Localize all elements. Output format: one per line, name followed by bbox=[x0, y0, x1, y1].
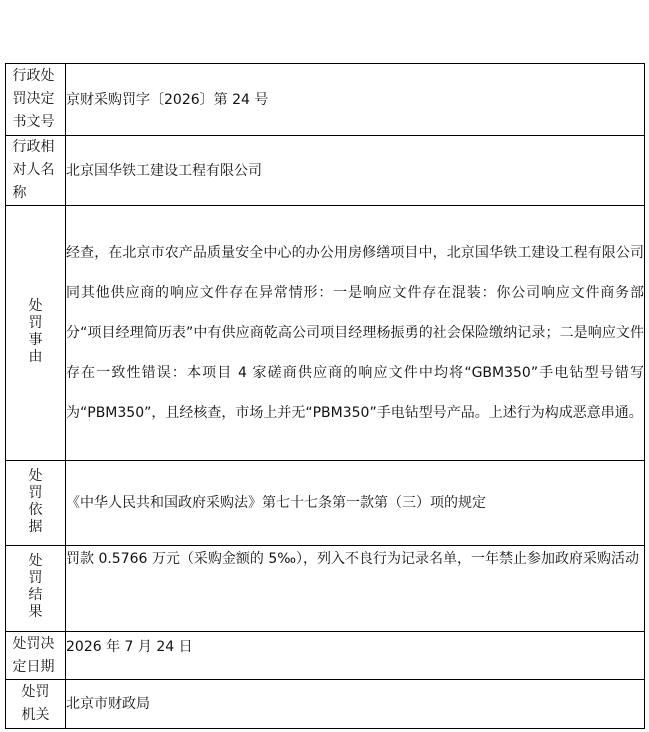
row-label bbox=[6, 546, 66, 632]
penalty-info-table bbox=[5, 63, 645, 729]
penalty-result-value: 罚款 0.5766 万元（采购金额的 5‰），列入不良行为记录名单，一年禁止参加政府采购活动 bbox=[66, 546, 645, 632]
penalty-reason-value: 经查，在北京市农产品质量安全中心的办公用房修缮项目中，北京国华铁工建设工程有限公司同其他供应商的响应文件存在异常情形：一是响应文件存在混装：你公司响应文件商务部分“项目经理简历表”中有供应商乾高公司项目经理杨振勇的社会保险缴纳记录；二是响应文件存在一致性错误：本项目 4 家磋商供应商的响应文件中均将“GBM350”手电钻型号错写为“PBM350”，且经核查，市场上并无“PBM350”手电钻型号产品。上述行为构成恶意串通。 bbox=[66, 206, 645, 461]
table-row bbox=[6, 632, 645, 680]
penalty-basis-value: 《中华人民共和国政府采购法》第七十七条第一款第（三）项的规定 bbox=[66, 461, 645, 546]
row-label bbox=[6, 461, 66, 546]
counterparty-value: 北京国华铁工建设工程有限公司 bbox=[66, 136, 645, 206]
penalty-result-label: 处罚结果 bbox=[28, 553, 43, 620]
row-label bbox=[6, 632, 66, 680]
authority-value: 北京市财政局 bbox=[66, 680, 645, 729]
table-row bbox=[6, 546, 645, 632]
decision-number-label: 行政处罚决定书文号 bbox=[12, 68, 55, 130]
row-label bbox=[6, 206, 66, 461]
penalty-reason-label: 处罚事由 bbox=[28, 297, 43, 365]
decision-date-label: 处罚决定日期 bbox=[12, 635, 55, 675]
row-label bbox=[6, 680, 66, 729]
table-row bbox=[6, 136, 645, 206]
table-row bbox=[6, 206, 645, 461]
penalty-basis-label: 处罚依据 bbox=[28, 467, 43, 535]
decision-number-value: 京财采购罚字〔2026〕第 24 号 bbox=[66, 64, 645, 136]
authority-label: 处罚机关 bbox=[21, 684, 50, 723]
decision-date-value: 2026 年 7 月 24 日 bbox=[66, 632, 645, 680]
counterparty-label: 行政相对人名称 bbox=[12, 139, 55, 201]
table-row bbox=[6, 461, 645, 546]
row-label bbox=[6, 64, 66, 136]
row-label bbox=[6, 136, 66, 206]
table-row bbox=[6, 64, 645, 136]
table-row bbox=[6, 680, 645, 729]
